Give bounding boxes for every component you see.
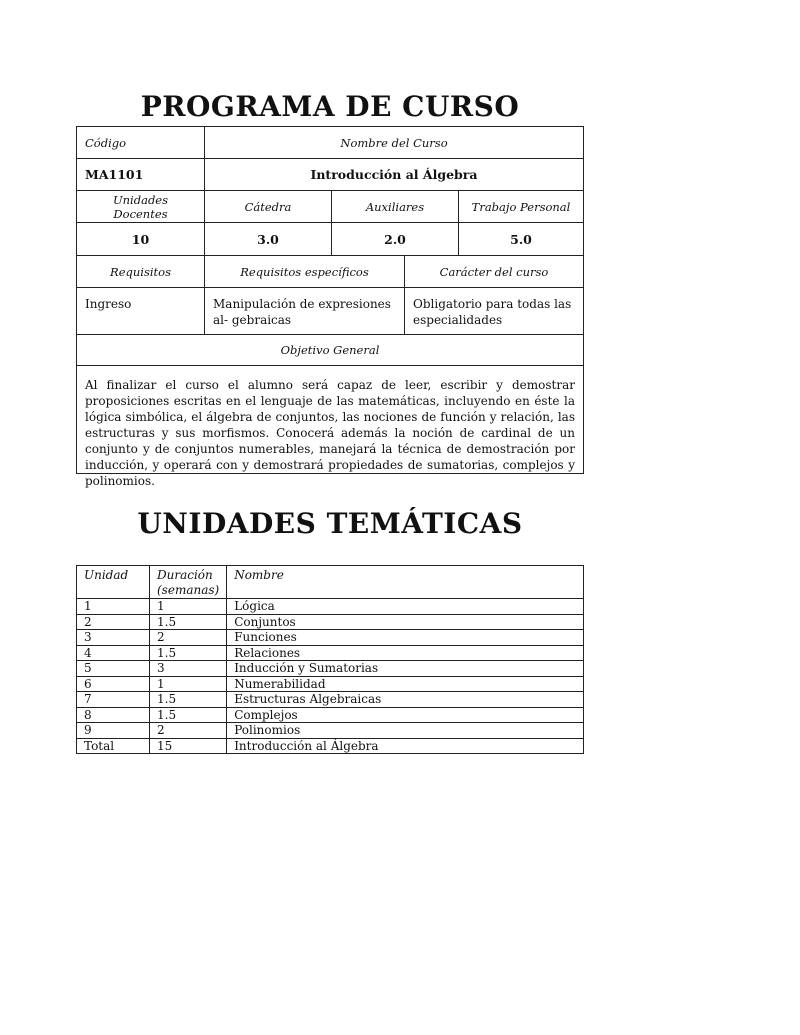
catedra-value: 3.0 (204, 223, 331, 255)
unit-number: 4 (77, 645, 150, 661)
units-table (76, 565, 584, 754)
unit-duration: 1.5 (150, 692, 227, 708)
requisitos-label-row (77, 256, 583, 288)
catedra-label: Cátedra (204, 191, 331, 222)
unit-name: Funciones (227, 630, 584, 646)
units-header-row (77, 566, 584, 599)
table-row (77, 614, 584, 630)
unit-number: 8 (77, 707, 150, 723)
table-row (77, 707, 584, 723)
unit-name: Conjuntos (227, 614, 584, 630)
unit-number: 9 (77, 723, 150, 739)
course-name: Introducción al Álgebra (204, 159, 583, 190)
requisitos-especificos-value: Manipulación de expresiones al- gebraicas (204, 288, 404, 334)
auxiliares-label: Auxiliares (331, 191, 458, 222)
unit-number: Total (77, 738, 150, 754)
table-row (77, 723, 584, 739)
unit-name: Relaciones (227, 645, 584, 661)
objetivo-label-row (77, 335, 583, 366)
table-row (77, 692, 584, 708)
unit-duration: 1.5 (150, 645, 227, 661)
unidades-docentes-value: 10 (131, 231, 150, 247)
requisitos-label: Requisitos (110, 264, 171, 279)
objetivo-row (77, 366, 583, 488)
unit-number: 6 (77, 676, 150, 692)
table-row (77, 661, 584, 677)
page-title: PROGRAMA DE CURSO (140, 90, 520, 123)
unit-duration: 1.5 (150, 707, 227, 723)
units-title: UNIDADES TEMÁTICAS (137, 507, 523, 540)
unit-number: 1 (77, 599, 150, 615)
unit-number: 7 (77, 692, 150, 708)
course-row (77, 159, 583, 191)
nombre-label: Nombre del Curso (204, 127, 583, 158)
table-row-total (77, 738, 584, 754)
unit-name: Inducción y Sumatorias (227, 661, 584, 677)
hours-label-row (77, 191, 583, 223)
unidad-header: Unidad (77, 566, 150, 599)
header-row (77, 127, 583, 159)
unit-name: Estructuras Algebraicas (227, 692, 584, 708)
trabajo-personal-value: 5.0 (458, 223, 583, 255)
unit-duration: 2 (150, 723, 227, 739)
unit-duration: 2 (150, 630, 227, 646)
requisitos-value: Ingreso (85, 297, 132, 311)
requisitos-value-row (77, 288, 583, 335)
auxiliares-value: 2.0 (331, 223, 458, 255)
hours-value-row (77, 223, 583, 256)
duracion-header: Duración (semanas) (150, 566, 227, 599)
caracter-label: Carácter del curso (404, 256, 583, 287)
unit-duration: 3 (150, 661, 227, 677)
caracter-value: Obligatorio para todas las especialidades (404, 288, 583, 334)
unit-duration: 1.5 (150, 614, 227, 630)
unidades-docentes-label: Unidades Docentes (112, 192, 169, 221)
unit-name: Polinomios (227, 723, 584, 739)
unit-duration: 1 (150, 599, 227, 615)
unit-duration: 15 (150, 738, 227, 754)
objetivo-text: Al finalizar el curso el alumno será capaz de leer, escribir y demostrar proposiciones escritas en el lenguaje de las matemáticas, incluyendo en éste la lógica simbólica, el álgebra de conjuntos, las nociones de función y relación, las estructuras y sus morfismos. Conocerá además la noción de cardinal de un conjunto y de conjuntos numerables, manejará la técnica de demostración por inducción, y operará con y demostrará propiedades de sumatorias, complejos y polinomios. (85, 378, 575, 488)
unit-name: Introducción al Álgebra (227, 738, 584, 754)
table-row (77, 599, 584, 615)
table-row (77, 676, 584, 692)
unit-name: Complejos (227, 707, 584, 723)
trabajo-personal-label: Trabajo Personal (458, 191, 583, 222)
unit-duration: 1 (150, 676, 227, 692)
unit-name: Numerabilidad (227, 676, 584, 692)
unit-number: 2 (77, 614, 150, 630)
table-row (77, 645, 584, 661)
nombre-header: Nombre (227, 566, 584, 599)
unit-name: Lógica (227, 599, 584, 615)
table-row (77, 630, 584, 646)
unit-number: 3 (77, 630, 150, 646)
requisitos-especificos-label: Requisitos específicos (204, 256, 404, 287)
objetivo-label: Objetivo General (280, 343, 380, 357)
codigo-label: Código (85, 135, 127, 150)
course-program-table (76, 126, 584, 488)
course-code: MA1101 (85, 167, 144, 182)
unit-number: 5 (77, 661, 150, 677)
